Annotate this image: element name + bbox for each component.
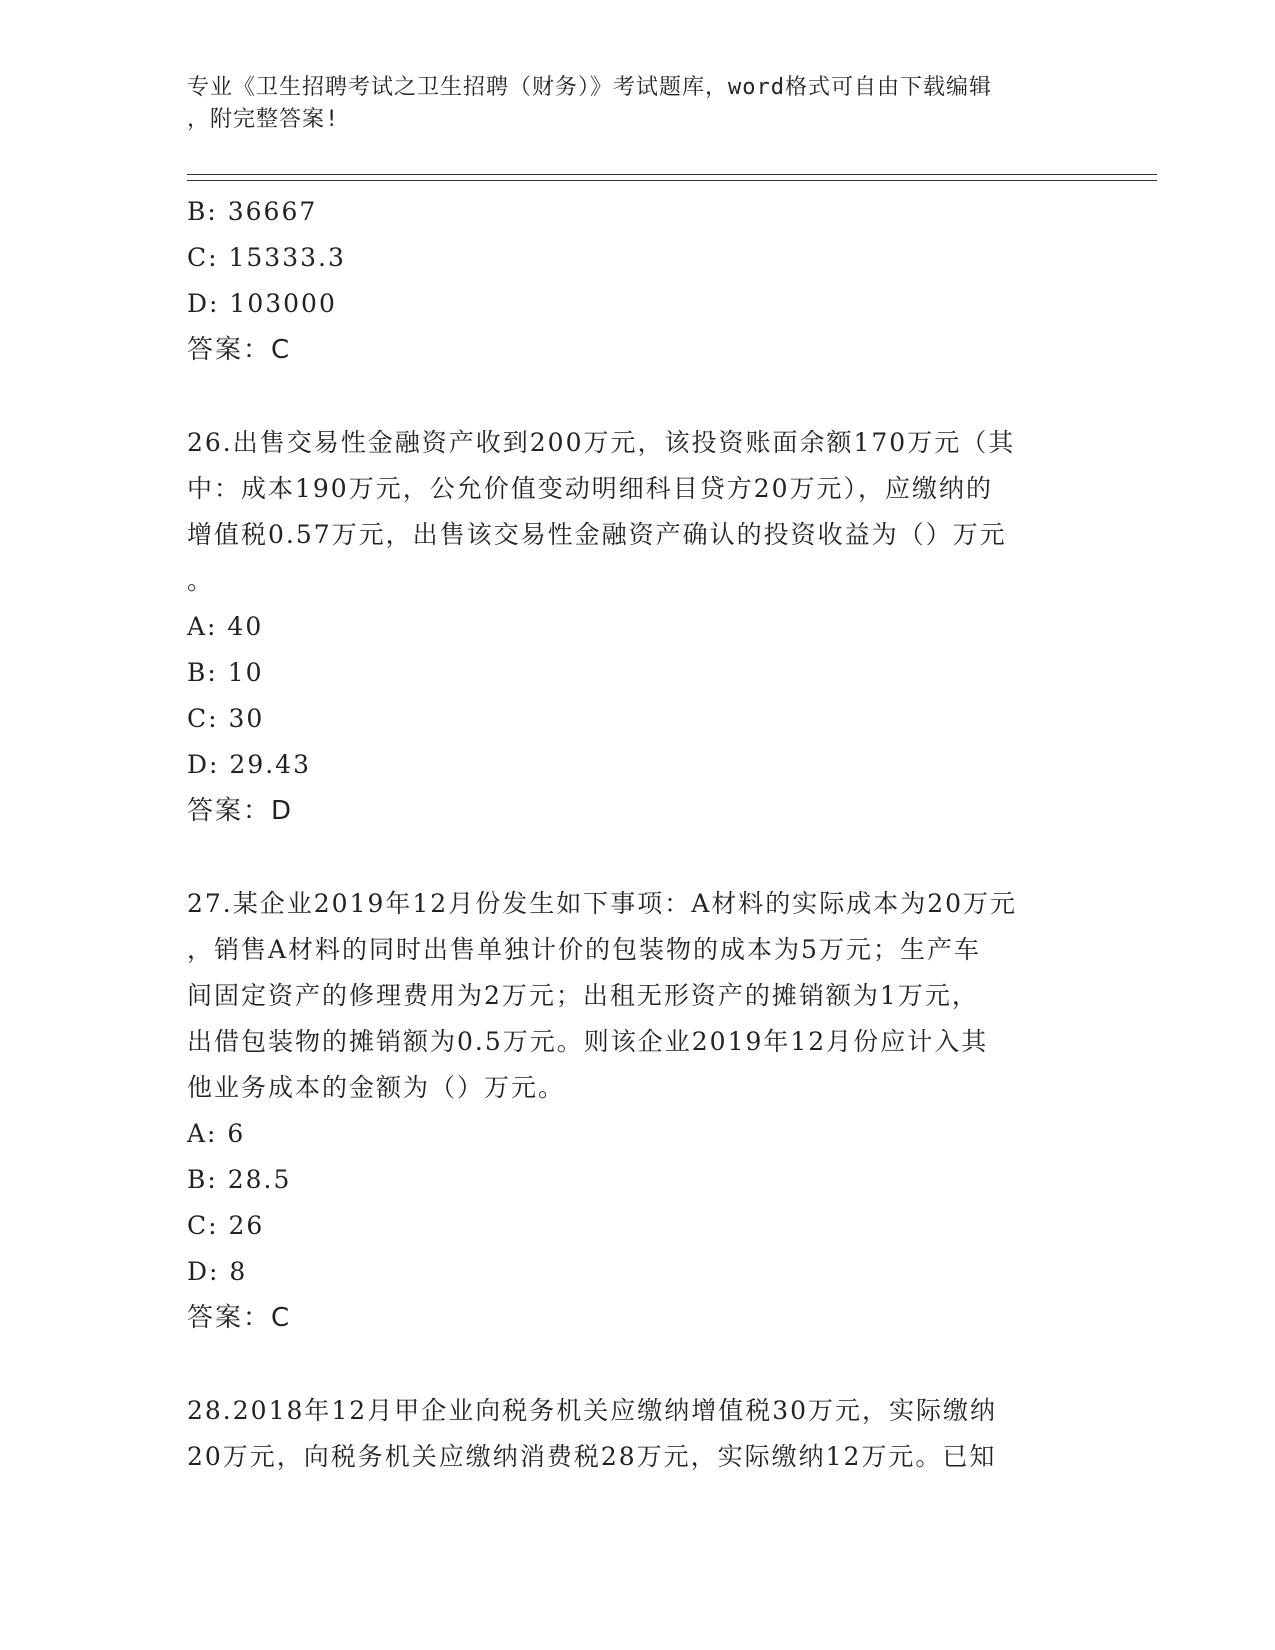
- question-text-line: 他业务成本的金额为（）万元。: [187, 1073, 566, 1102]
- question-text-line: 中：成本190万元，公允价值变动明细科目贷方20万元），应缴纳的: [187, 474, 994, 503]
- header-rule-top: [187, 174, 1157, 175]
- question-text-line: ，销售A材料的同时出售单独计价的包装物的成本为5万元；生产车: [187, 935, 981, 964]
- question-27: [187, 881, 1087, 1341]
- question-text-line: 。: [187, 566, 215, 595]
- option-d: D: 8: [187, 1257, 248, 1286]
- header-line-1: 专业《卫生招聘考试之卫生招聘（财务）》考试题库，word格式可自由下载编辑: [187, 75, 992, 100]
- question-text-line: 26.出售交易性金融资产收到200万元，该投资账面余额170万元（其: [187, 428, 1016, 457]
- question-text-line: 出借包装物的摊销额为0.5万元。则该企业2019年12月份应计入其: [187, 1027, 989, 1056]
- document-header: [187, 72, 1067, 136]
- answer-label: 答案：C: [187, 335, 292, 365]
- header-rule-bottom: [187, 180, 1157, 181]
- question-text-line: 间固定资产的修理费用为2万元；出租无形资产的摊销额为1万元，: [187, 981, 979, 1010]
- option-d: D: 103000: [187, 289, 337, 318]
- question-28: [187, 1388, 1087, 1480]
- question-text-line: 20万元，向税务机关应缴纳消费税28万元，实际缴纳12万元。已知: [187, 1442, 997, 1471]
- option-a: A: 6: [187, 1119, 246, 1148]
- option-b: B: 28.5: [187, 1165, 292, 1194]
- option-b: B: 36667: [187, 197, 318, 226]
- answer-label: 答案：C: [187, 1303, 292, 1333]
- option-a: A: 40: [187, 612, 264, 641]
- option-c: C: 26: [187, 1211, 265, 1240]
- question-25-tail: [187, 189, 1087, 373]
- question-26: [187, 420, 1087, 834]
- question-spacer: [187, 1341, 1087, 1388]
- question-spacer: [187, 373, 1087, 420]
- question-content: [187, 189, 1087, 1480]
- question-text-line: 28.2018年12月甲企业向税务机关应缴纳增值税30万元，实际缴纳: [187, 1396, 998, 1425]
- option-c: C: 15333.3: [187, 243, 346, 272]
- option-c: C: 30: [187, 704, 265, 733]
- answer-label: 答案：D: [187, 796, 294, 826]
- question-spacer: [187, 834, 1087, 881]
- question-text-line: 27.某企业2019年12月份发生如下事项：A材料的实际成本为20万元: [187, 889, 1018, 918]
- question-text-line: 增值税0.57万元，出售该交易性金融资产确认的投资收益为（）万元: [187, 520, 1007, 549]
- option-d: D: 29.43: [187, 750, 311, 779]
- option-b: B: 10: [187, 658, 264, 687]
- header-line-2: ，附完整答案!: [187, 107, 340, 132]
